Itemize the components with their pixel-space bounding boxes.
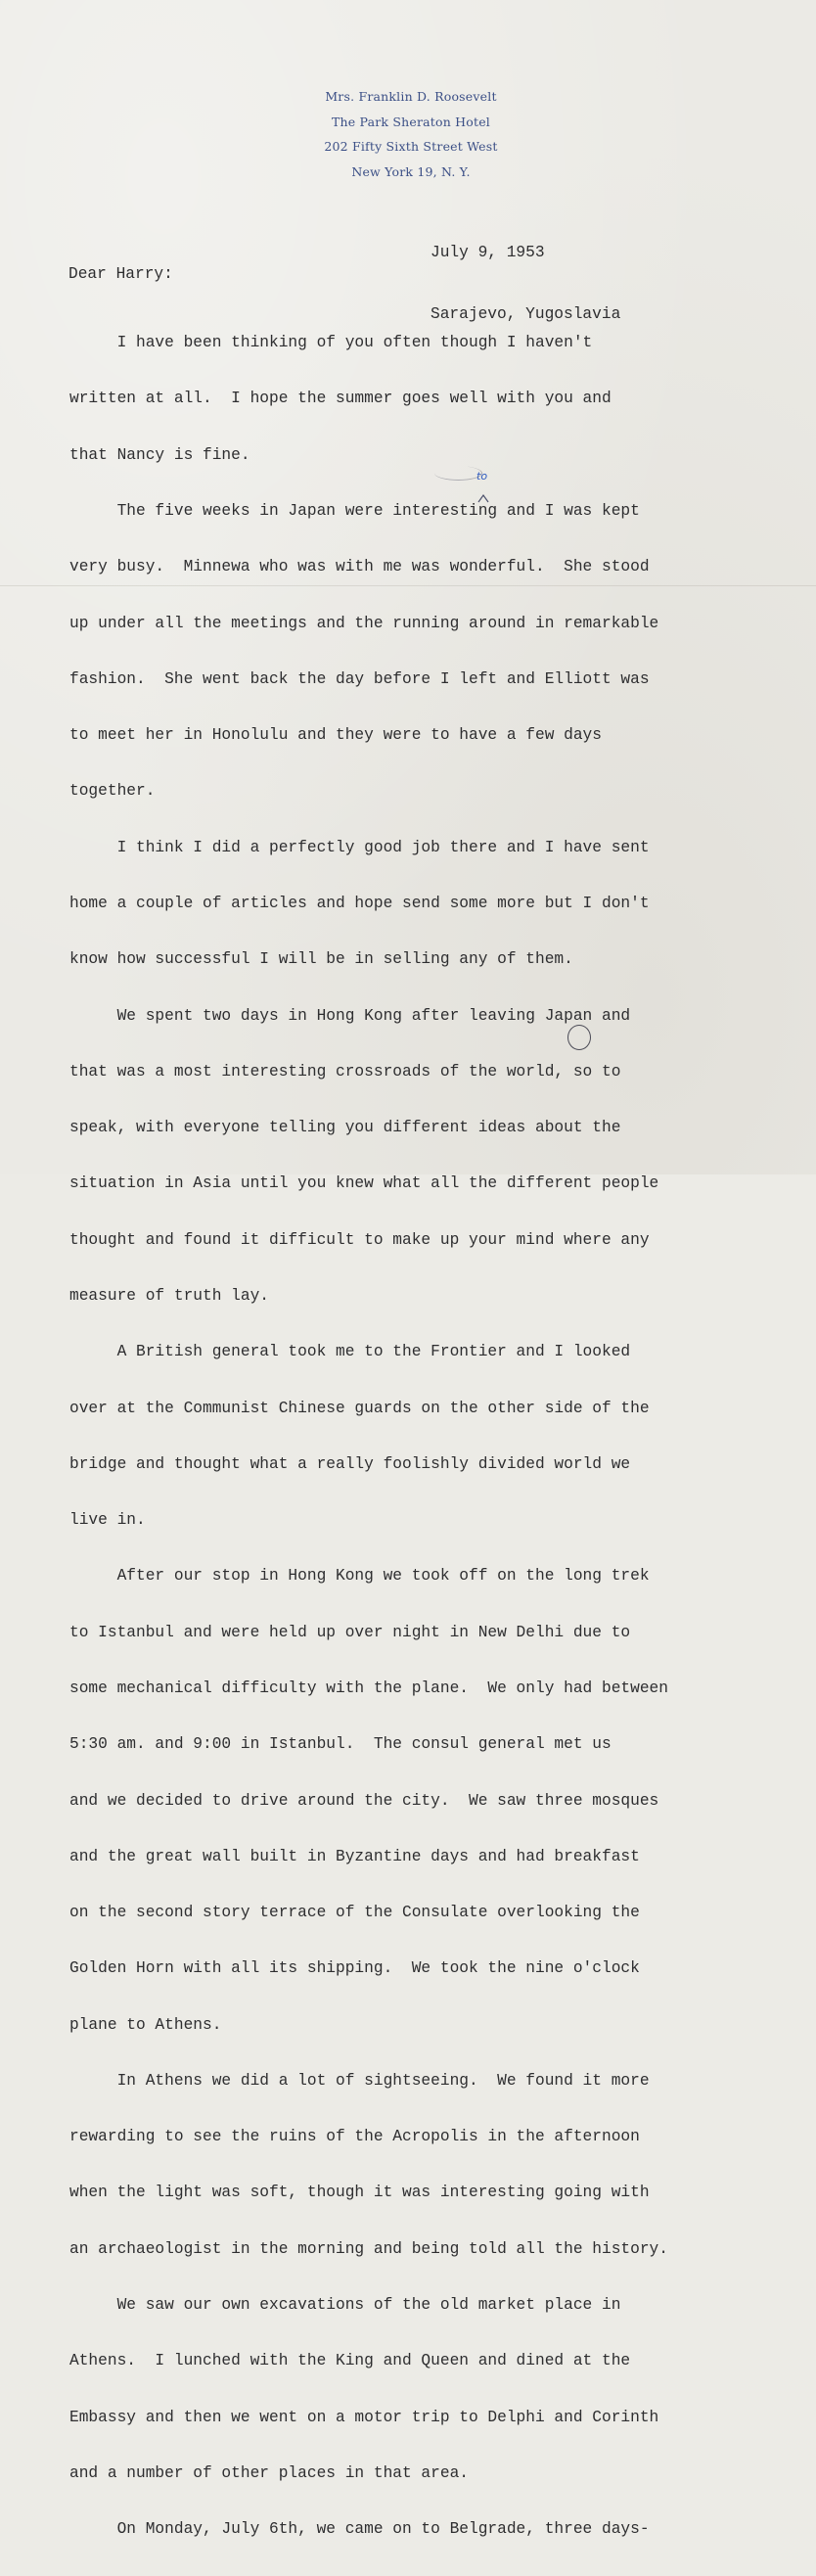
- body-line: plane to Athens.: [69, 2015, 222, 2034]
- letterhead: [294, 84, 528, 184]
- body-line: and the great wall built in Byzantine days and had breakfast: [69, 1847, 640, 1865]
- body-line: 5:30 am. and 9:00 in Istanbul. The consul general met us: [69, 1735, 612, 1754]
- body-line: bridge and thought what a really foolishly divided world we: [69, 1454, 631, 1473]
- body-line: when the light was soft, though it was interesting going with: [69, 2184, 650, 2202]
- pen-circle-mark: [567, 1025, 591, 1050]
- letterhead-hotel: The Park Sheraton Hotel: [331, 114, 491, 129]
- body-line: rewarding to see the ruins of the Acropolis in the afternoon: [69, 2128, 640, 2146]
- body-line: thought and found it difficult to make up your mind where any: [69, 1230, 650, 1249]
- body-line: speak, with everyone telling you different ideas about the: [69, 1119, 621, 1137]
- body-line: that was a most interesting crossroads of the world, so to: [69, 1062, 621, 1081]
- body-line: over at the Communist Chinese guards on the other side of the: [69, 1399, 650, 1417]
- letterhead-street: 202 Fifty Sixth Street West: [324, 139, 498, 154]
- body-line: I think I did a perfectly good job there and I have sent: [69, 838, 650, 856]
- salutation: Dear Harry:: [68, 265, 173, 283]
- insertion-caret-icon: [477, 493, 489, 503]
- body-line: On Monday, July 6th, we came on to Belgrade, three days-: [69, 2520, 650, 2539]
- body-line: know how successful I will be in selling any of them.: [69, 950, 573, 969]
- body-line: up under all the meetings and the running around in remarkable: [69, 614, 659, 632]
- body-line: written at all. I hope the summer goes well with you and: [69, 390, 612, 408]
- body-line: and we decided to drive around the city. We saw three mosques: [69, 1791, 659, 1810]
- letterhead-city: New York 19, N. Y.: [351, 163, 471, 179]
- body-line: together.: [69, 782, 156, 801]
- letter-date: July 9, 1953: [431, 244, 545, 261]
- letterhead-name: Mrs. Franklin D. Roosevelt: [325, 89, 497, 104]
- letter-place: Sarajevo, Yugoslavia: [431, 305, 621, 323]
- body-line: We spent two days in Hong Kong after leaving Japan and: [69, 1006, 631, 1025]
- body-line: very busy. Minnewa who was with me was wonderful. She stood: [69, 558, 650, 576]
- pen-underline-mark: [434, 466, 482, 481]
- body-line: some mechanical difficulty with the plane. We only had between: [69, 1679, 668, 1697]
- body-line: an archaeologist in the morning and being told all the history.: [69, 2239, 668, 2258]
- body-line: situation in Asia until you knew what all the different people: [69, 1174, 659, 1193]
- body-line: to meet her in Honolulu and they were to have a few days: [69, 726, 602, 745]
- handwritten-insertion: to: [476, 470, 488, 483]
- body-line: We saw our own excavations of the old market place in: [69, 2296, 621, 2315]
- body-line: home a couple of articles and hope send some more but I don't: [69, 895, 650, 912]
- body-line: on the second story terrace of the Consulate overlooking the: [69, 1904, 640, 1922]
- body-line: The five weeks in Japan were interesting and I was kept: [69, 502, 640, 521]
- body-line: I have been thinking of you often though I haven't: [69, 334, 593, 352]
- body-line: live in.: [69, 1511, 146, 1530]
- body-line: A British general took me to the Frontier and I looked: [69, 1343, 631, 1361]
- body-line: that Nancy is fine.: [69, 445, 250, 464]
- letter-body: [69, 297, 668, 2576]
- body-line: and a number of other places in that area.: [69, 2463, 469, 2482]
- body-line: After our stop in Hong Kong we took off on the long trek: [69, 1567, 650, 1586]
- body-line: to Istanbul and were held up over night in New Delhi due to: [69, 1623, 631, 1641]
- body-line: measure of truth lay.: [69, 1286, 269, 1305]
- body-line: fashion. She went back the day before I left and Elliott was: [69, 669, 650, 688]
- body-line: In Athens we did a lot of sightseeing. We found it more: [69, 2071, 650, 2090]
- body-line: Golden Horn with all its shipping. We took the nine o'clock: [69, 1959, 640, 1978]
- body-line: Athens. I lunched with the King and Queen and dined at the: [69, 2352, 631, 2370]
- body-line: Embassy and then we went on a motor trip to Delphi and Corinth: [69, 2408, 659, 2426]
